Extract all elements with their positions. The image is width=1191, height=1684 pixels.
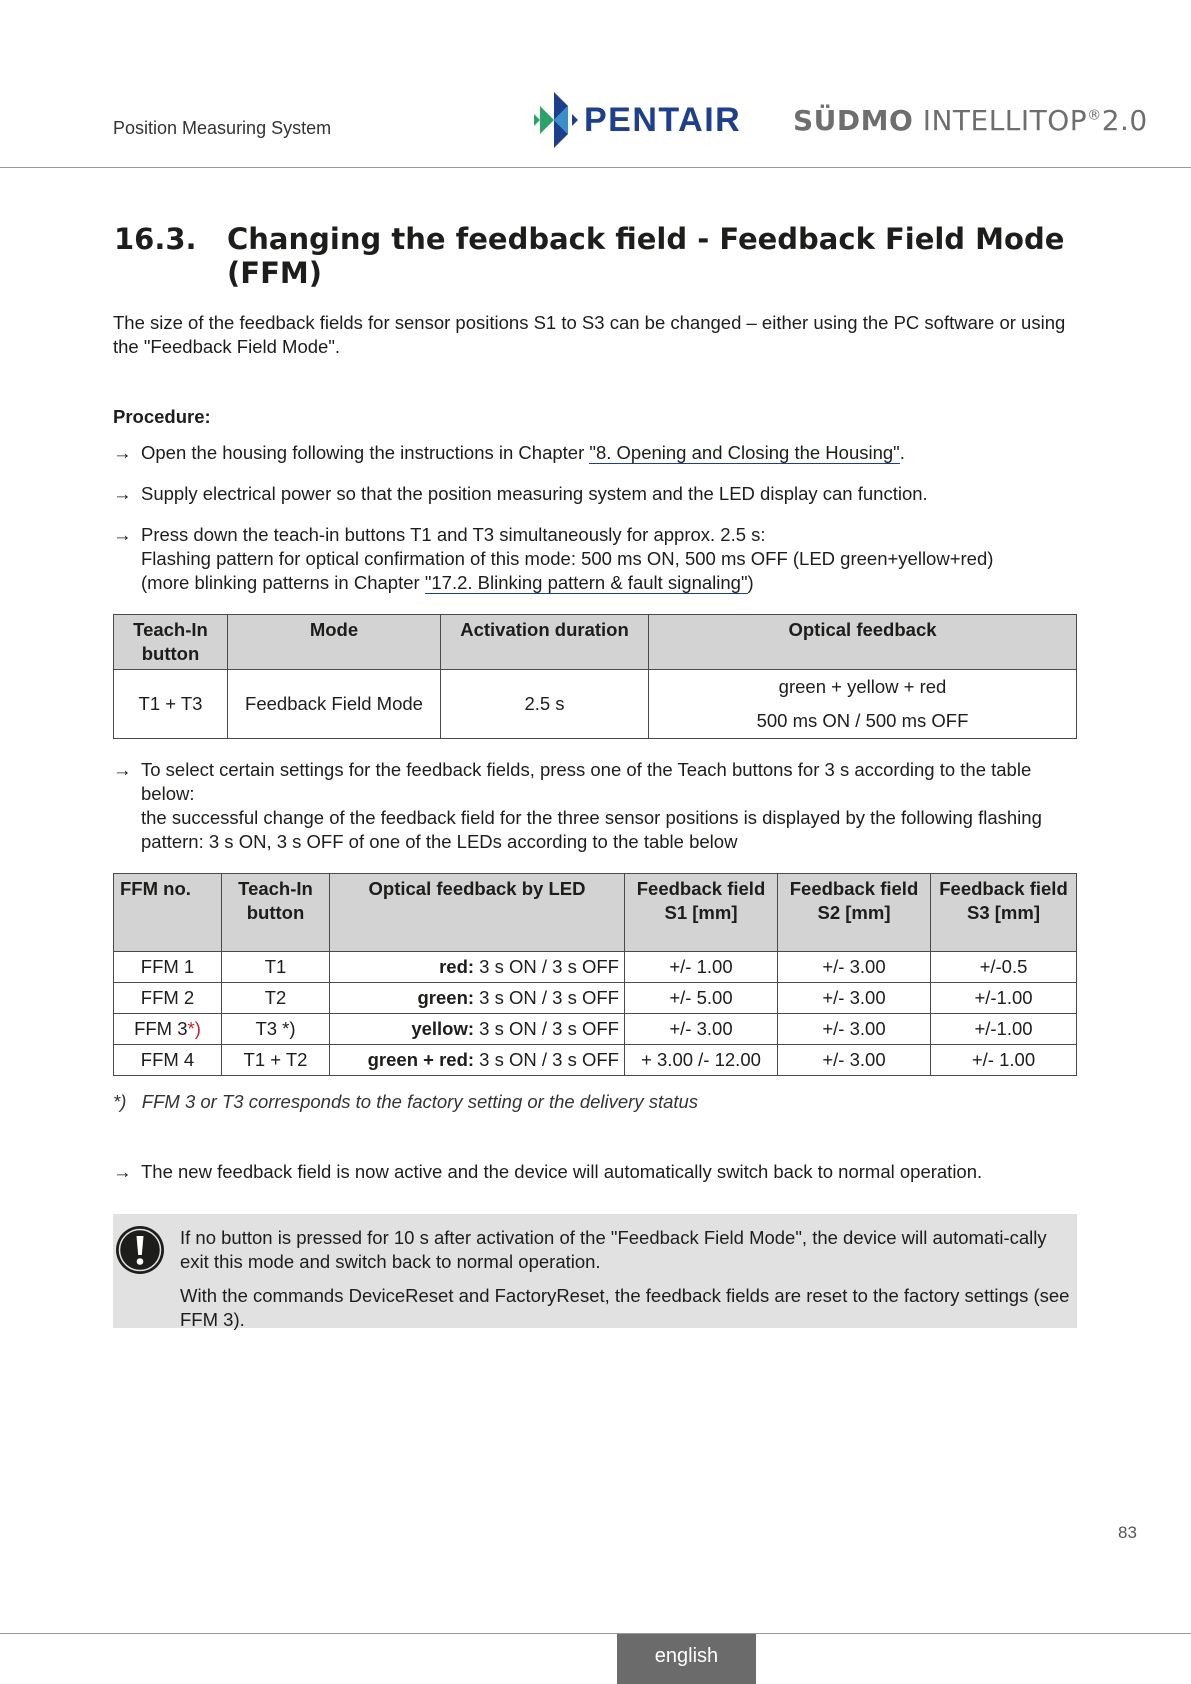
table-row: FFM 3*) T3 *) yellow: 3 s ON / 3 s OFF +/- 3.00 +/- 3.00 +/-1.00 [114, 1014, 1077, 1045]
header-divider [0, 167, 1191, 168]
table-row: FFM 2 T2 green: 3 s ON / 3 s OFF +/- 5.00 +/- 3.00 +/-1.00 [114, 983, 1077, 1014]
table-row: T1 + T3 Feedback Field Mode 2.5 s green + yellow + red 500 ms ON / 500 ms OFF [114, 670, 1077, 739]
table-footnote: *) FFM 3 or T3 corresponds to the factory setting or the delivery status [113, 1091, 699, 1112]
footer-divider [0, 1633, 1191, 1634]
arrow-icon: → [113, 442, 132, 463]
table-row: FFM 4 T1 + T2 green + red: 3 s ON / 3 s OFF + 3.00 /- 12.00 +/- 3.00 +/- 1.00 [114, 1045, 1077, 1076]
page-number: 83 [1118, 1523, 1137, 1542]
exclamation-icon [114, 1224, 166, 1276]
note-paragraph: If no button is pressed for 10 s after activation of the "Feedback Field Mode", the device will automati-cally exit this mode and switch back to normal operation. [180, 1227, 1047, 1272]
step-press-teach-in: → Press down the teach-in buttons T1 and T3 simultaneously for approx. 2.5 s: Flashing pattern for optical confirmation of this mode: 500 ms ON, 500 ms OFF (LED green+yellow+red) (more blinking patterns in Chapter "17.2. Blinking pattern & fault signaling") [113, 524, 994, 593]
table-row: FFM 1 T1 red: 3 s ON / 3 s OFF +/- 1.00 +/- 3.00 +/-0.5 [114, 952, 1077, 983]
header-document-title: Position Measuring System [113, 118, 332, 138]
link-chapter-17-2[interactable]: "17.2. Blinking pattern & fault signaling" [424, 572, 748, 593]
product-name: SÜDMO INTELLITOP®2.0 [793, 104, 1148, 137]
table-header: Activation duration [441, 615, 649, 670]
pentair-logo [534, 92, 741, 148]
pentair-brand-text: PENTAIR [584, 100, 742, 139]
step-new-field-active: → The new feedback field is now active and the device will automatically switch back to normal operation. [113, 1161, 983, 1182]
step-supply-power: → Supply electrical power so that the position measuring system and the LED display can function. [113, 483, 928, 504]
table-header: Optical feedback [649, 615, 1077, 670]
activation-table [113, 614, 1077, 739]
step-open-housing: → Open the housing following the instructions in Chapter "8. Opening and Closing the Housing". [113, 442, 905, 463]
table-header: Teach-In button [222, 874, 330, 952]
note-paragraph: With the commands DeviceReset and FactoryReset, the feedback fields are reset to the factory settings (see FFM 3). [180, 1285, 1070, 1330]
table-header: Optical feedback by LED [330, 874, 625, 952]
table-header: Mode [228, 615, 441, 670]
table-header: Feedback field S3 [mm] [931, 874, 1077, 952]
link-chapter-8[interactable]: "8. Opening and Closing the Housing" [589, 442, 900, 463]
table-header: Teach-In button [114, 615, 228, 670]
pentair-logo-icon [534, 92, 578, 148]
ffm-table [113, 873, 1077, 1076]
arrow-icon: → [113, 483, 132, 504]
arrow-icon: → [113, 1161, 132, 1182]
language-tab: english [617, 1634, 756, 1684]
arrow-icon: → [113, 759, 132, 780]
table-header: FFM no. [114, 874, 222, 952]
section-title: Changing the feedback field - Feedback Field Mode (FFM) [227, 222, 1065, 290]
arrow-icon: → [113, 524, 132, 545]
table-header: Feedback field S2 [mm] [778, 874, 931, 952]
step-select-settings: → To select certain settings for the feedback fields, press one of the Teach buttons for 3 s according to the table below: the successful change of the feedback field for the three sensor positions is displayed by the following flashing pattern: 3 s ON, 3 s OFF of one of the LEDs according to the table below [113, 759, 1042, 852]
procedure-label: Procedure: [113, 406, 211, 427]
table-header: Feedback field S1 [mm] [625, 874, 778, 952]
intro-paragraph: The size of the feedback fields for sensor positions S1 to S3 can be changed – either using the PC software or using the "Feedback Field Mode". [113, 312, 1066, 357]
note-box [113, 1214, 1077, 1328]
section-number: 16.3. [114, 222, 197, 256]
